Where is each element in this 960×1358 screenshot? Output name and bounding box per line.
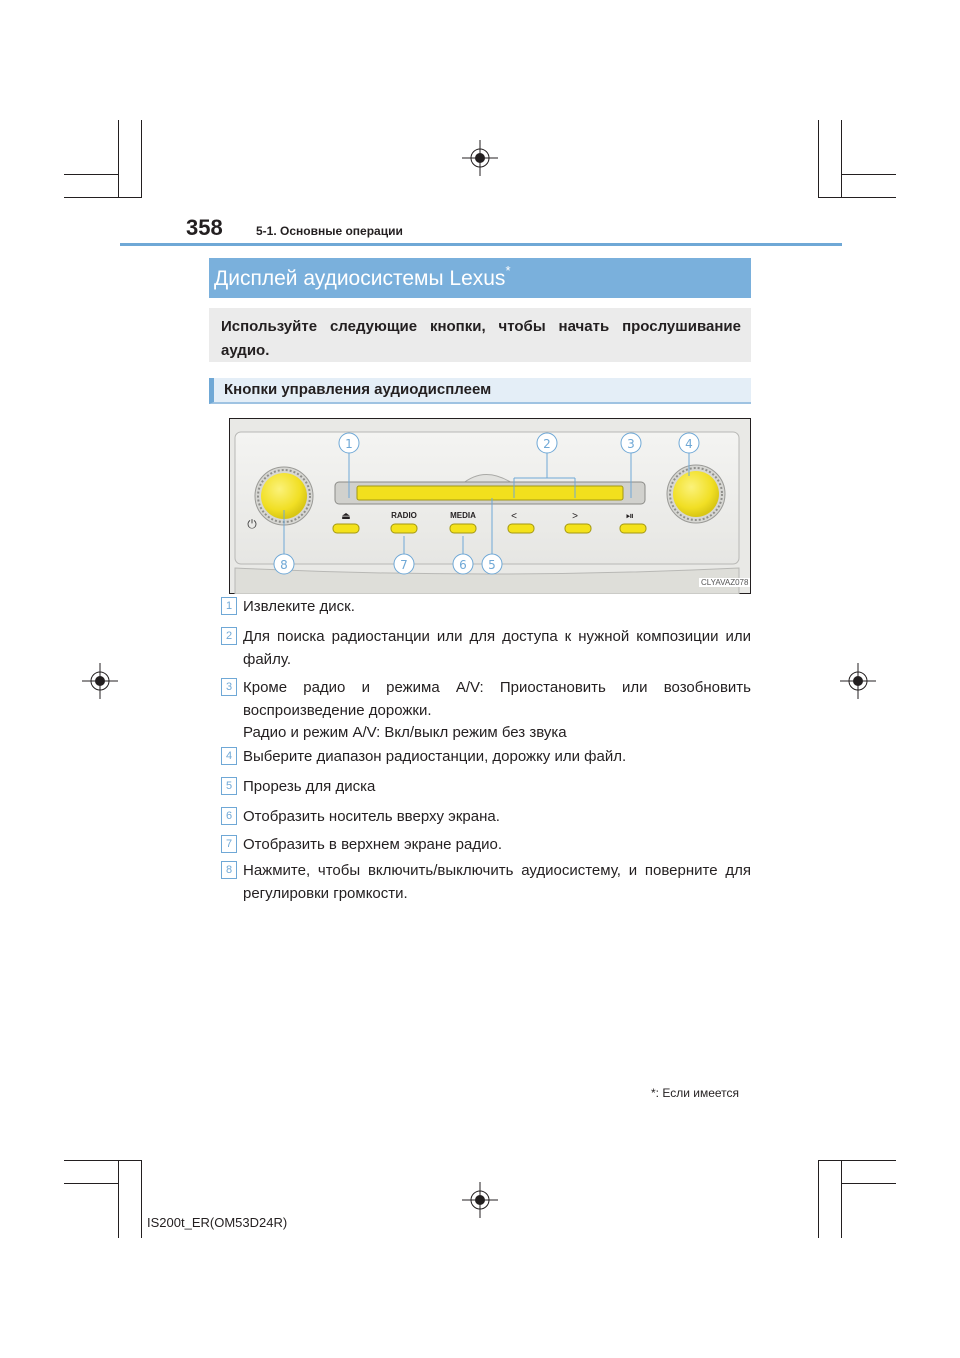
list-item	[221, 677, 751, 745]
list-item	[221, 746, 751, 769]
list-item	[221, 860, 751, 905]
section-title-text: Дисплей аудиосистемы Lexus	[214, 267, 506, 290]
radio-label: RADIO	[391, 511, 417, 520]
footnote	[651, 1086, 739, 1100]
list-item-text: Для поиска радиостанции или для доступа к нужной композиции или файлу.	[243, 628, 751, 668]
callout-5-label: 5	[488, 558, 496, 572]
list-item-text: Выберите диапазон радиостанции, дорожку или файл.	[243, 748, 627, 765]
next-icon: >	[572, 511, 578, 522]
callout-4-label: 4	[685, 437, 693, 451]
radio-button[interactable]	[391, 524, 417, 533]
list-item-number: 4	[221, 747, 237, 765]
figure-code: CLYAVAZ078	[701, 578, 749, 587]
callout-1	[339, 433, 359, 453]
list-item-number: 8	[221, 861, 237, 879]
play-pause-button[interactable]	[620, 524, 646, 533]
tune-scroll-knob[interactable]	[667, 465, 725, 523]
list-item-number: 2	[221, 627, 237, 645]
prev-button[interactable]	[508, 524, 534, 533]
audio-panel-figure	[229, 418, 751, 594]
play-pause-icon: ⏯	[626, 511, 634, 522]
media-button[interactable]	[450, 524, 476, 533]
list-item	[221, 834, 751, 857]
callout-6	[453, 554, 473, 574]
header-rule	[120, 243, 842, 246]
list-item-number: 1	[221, 597, 237, 615]
list-item-text: Извлеките диск.	[243, 598, 355, 615]
registration-mark-bottom	[462, 1182, 498, 1218]
callout-4	[679, 433, 699, 453]
list-item-number: 5	[221, 777, 237, 795]
list-item	[221, 776, 751, 799]
callout-3	[621, 433, 641, 453]
callout-7	[394, 554, 414, 574]
prev-icon: <	[511, 511, 517, 522]
list-item	[221, 806, 751, 829]
list-item-text: Нажмите, чтобы включить/выключить аудиосистему, и поверните для регулировки громкости.	[243, 862, 751, 902]
list-item-text-extra: Радио и режим A/V: Вкл/выкл режим без звука	[243, 724, 567, 741]
list-item-text: Прорезь для диска	[243, 778, 376, 795]
registration-mark-left	[82, 663, 118, 699]
footnote-text: : Если имеется	[655, 1086, 740, 1100]
next-button[interactable]	[565, 524, 591, 533]
callout-1-label: 1	[345, 437, 353, 451]
list-item-text: Отобразить в верхнем экране радио.	[243, 836, 503, 853]
callout-7-label: 7	[400, 558, 408, 572]
disc-slot[interactable]	[357, 486, 623, 500]
list-item	[221, 626, 751, 671]
registration-mark-top	[462, 140, 498, 176]
callout-2-label: 2	[543, 437, 551, 451]
eject-button[interactable]	[333, 524, 359, 533]
list-item-number: 3	[221, 678, 237, 696]
callout-8-label: 8	[280, 558, 288, 572]
page-number: 358	[186, 215, 223, 240]
document-code: IS200t_ER(OM53D24R)	[147, 1215, 288, 1230]
registration-mark-right	[840, 663, 876, 699]
callout-3-label: 3	[627, 437, 635, 451]
chapter-title: 5-1. Основные операции	[256, 224, 403, 238]
list-item	[221, 596, 751, 619]
eject-icon: ⏏	[341, 511, 351, 522]
media-label: MEDIA	[450, 511, 476, 520]
section-title	[209, 258, 751, 298]
list-item-number: 7	[221, 835, 237, 853]
intro-box: Используйте следующие кнопки, чтобы начать прослушивание аудио.	[209, 308, 751, 362]
subsection-title: Кнопки управления аудиодисплеем	[209, 378, 751, 404]
footnote-mark: *	[651, 1086, 656, 1100]
list-item-text: Отобразить носитель вверху экрана.	[243, 808, 500, 825]
list-item-text: Кроме радио и режима A/V: Приостановить или возобновить воспроизведение дорожки.	[243, 679, 751, 719]
power-icon: ⏻	[247, 517, 257, 531]
list-item-number: 6	[221, 807, 237, 825]
callout-8	[274, 554, 294, 574]
section-title-mark: *	[505, 263, 511, 278]
callout-6-label: 6	[459, 558, 467, 572]
callout-2	[537, 433, 557, 453]
callout-5	[482, 554, 502, 574]
